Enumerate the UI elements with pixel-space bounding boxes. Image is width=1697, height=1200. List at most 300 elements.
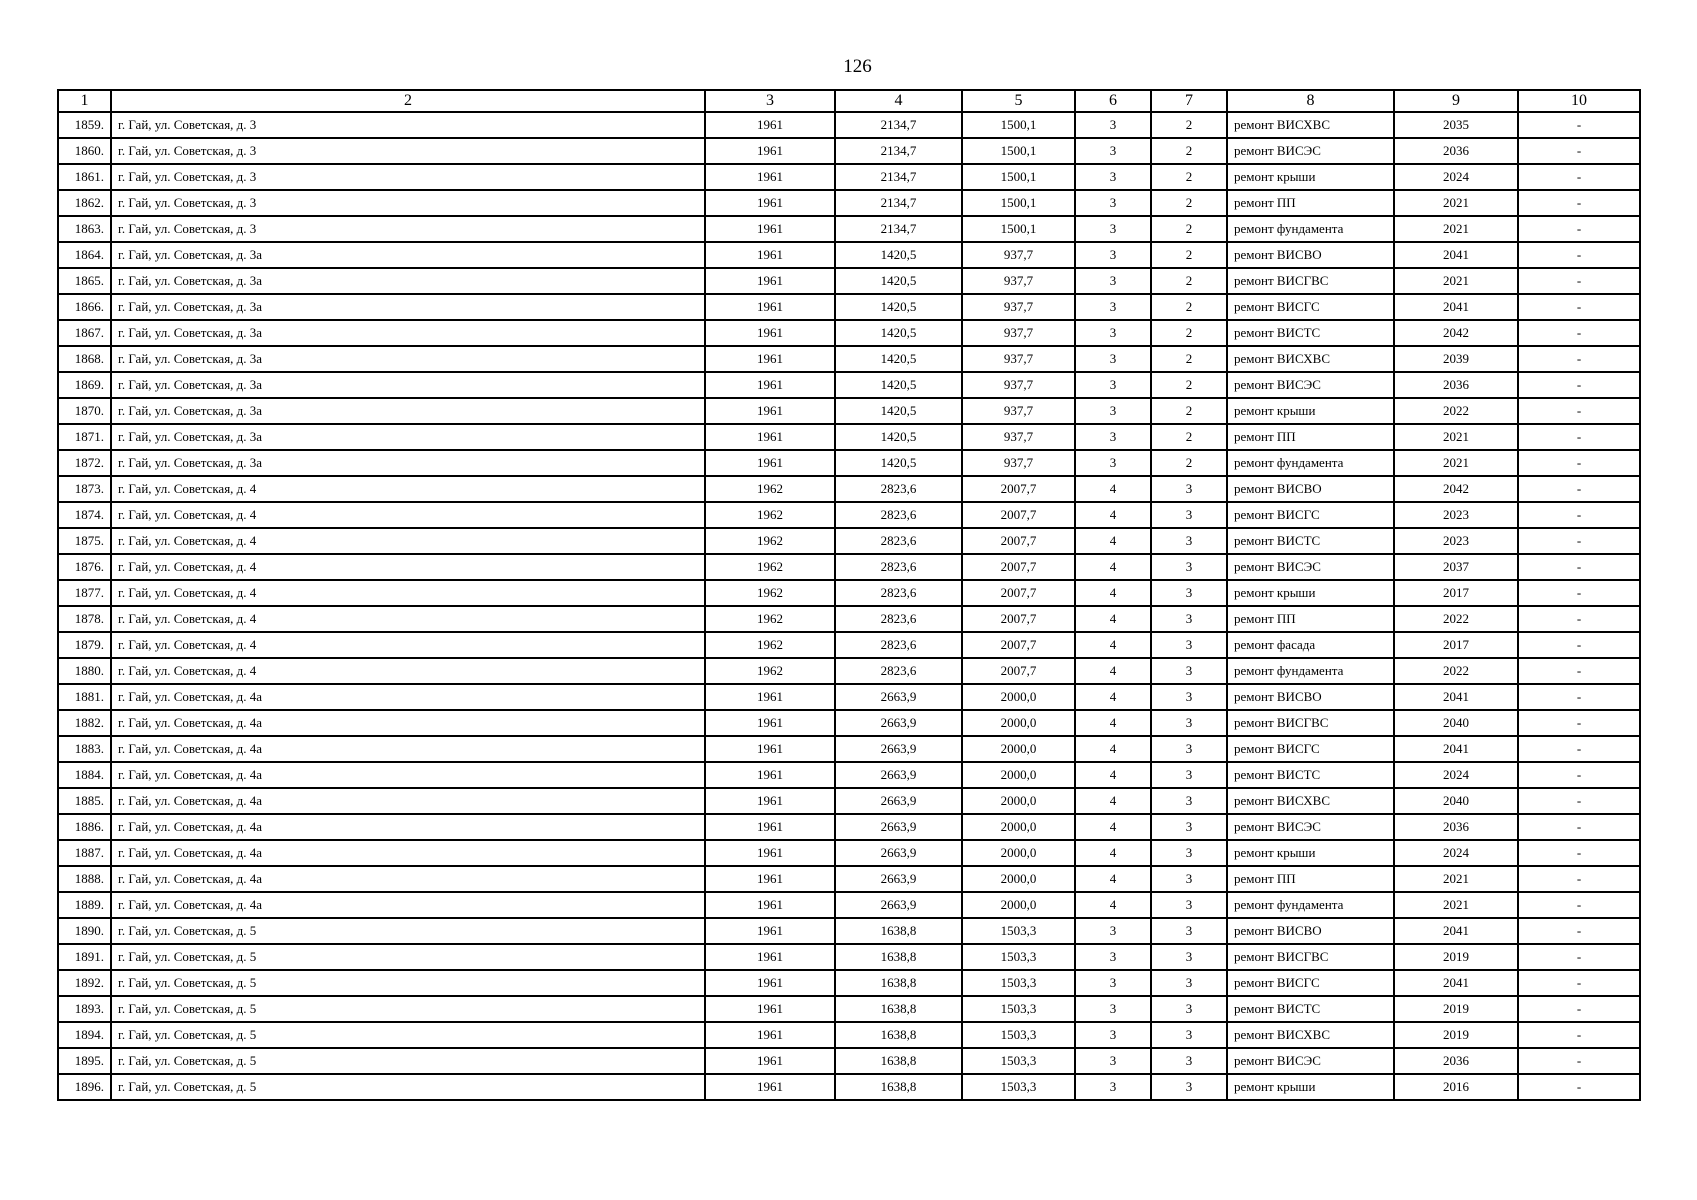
cell-total-area: 2823,6 (835, 476, 962, 502)
cell-entrances: 3 (1151, 1022, 1227, 1048)
cell-row-number: 1874. (58, 502, 111, 528)
cell-work-type: ремонт ВИСЭС (1227, 138, 1394, 164)
cell-total-area: 2663,9 (835, 762, 962, 788)
cell-row-number: 1881. (58, 684, 111, 710)
cell-living-area: 2000,0 (962, 840, 1075, 866)
cell-floors: 3 (1075, 1074, 1151, 1100)
cell-entrances: 2 (1151, 242, 1227, 268)
cell-row-number: 1862. (58, 190, 111, 216)
cell-year-built: 1961 (705, 1074, 835, 1100)
cell-row-number: 1885. (58, 788, 111, 814)
cell-year-built: 1961 (705, 320, 835, 346)
cell-total-area: 2823,6 (835, 658, 962, 684)
cell-planned-year: 2041 (1394, 242, 1518, 268)
cell-note: - (1518, 684, 1640, 710)
cell-work-type: ремонт ВИСГВС (1227, 710, 1394, 736)
table-row (58, 606, 1640, 632)
cell-work-type: ремонт ВИСХВС (1227, 788, 1394, 814)
cell-floors: 4 (1075, 476, 1151, 502)
cell-note: - (1518, 1074, 1640, 1100)
cell-total-area: 1638,8 (835, 970, 962, 996)
cell-work-type: ремонт фасада (1227, 632, 1394, 658)
cell-year-built: 1961 (705, 736, 835, 762)
cell-work-type: ремонт ПП (1227, 424, 1394, 450)
cell-year-built: 1962 (705, 476, 835, 502)
cell-note: - (1518, 866, 1640, 892)
cell-year-built: 1961 (705, 710, 835, 736)
column-header-5: 5 (962, 90, 1075, 112)
cell-note: - (1518, 658, 1640, 684)
table-row (58, 840, 1640, 866)
cell-planned-year: 2021 (1394, 424, 1518, 450)
cell-note: - (1518, 892, 1640, 918)
cell-note: - (1518, 1022, 1640, 1048)
cell-living-area: 2007,7 (962, 554, 1075, 580)
cell-floors: 3 (1075, 372, 1151, 398)
cell-row-number: 1873. (58, 476, 111, 502)
cell-floors: 4 (1075, 658, 1151, 684)
cell-work-type: ремонт ВИСВО (1227, 242, 1394, 268)
cell-living-area: 2000,0 (962, 788, 1075, 814)
cell-row-number: 1879. (58, 632, 111, 658)
cell-work-type: ремонт ВИСХВС (1227, 112, 1394, 138)
cell-address: г. Гай, ул. Советская, д. 4 (111, 580, 705, 606)
table-row (58, 554, 1640, 580)
cell-entrances: 3 (1151, 1048, 1227, 1074)
cell-year-built: 1961 (705, 866, 835, 892)
cell-total-area: 2823,6 (835, 606, 962, 632)
cell-note: - (1518, 580, 1640, 606)
cell-year-built: 1961 (705, 242, 835, 268)
table-row (58, 502, 1640, 528)
cell-row-number: 1888. (58, 866, 111, 892)
cell-planned-year: 2035 (1394, 112, 1518, 138)
cell-entrances: 3 (1151, 840, 1227, 866)
cell-row-number: 1860. (58, 138, 111, 164)
header-row (58, 90, 1640, 112)
cell-planned-year: 2041 (1394, 970, 1518, 996)
cell-row-number: 1870. (58, 398, 111, 424)
cell-address: г. Гай, ул. Советская, д. 5 (111, 1074, 705, 1100)
cell-floors: 4 (1075, 632, 1151, 658)
cell-floors: 4 (1075, 762, 1151, 788)
cell-planned-year: 2040 (1394, 710, 1518, 736)
table-row (58, 970, 1640, 996)
table-row (58, 710, 1640, 736)
cell-note: - (1518, 164, 1640, 190)
cell-entrances: 3 (1151, 554, 1227, 580)
cell-address: г. Гай, ул. Советская, д. 3а (111, 268, 705, 294)
cell-entrances: 3 (1151, 502, 1227, 528)
table-row (58, 424, 1640, 450)
cell-planned-year: 2041 (1394, 294, 1518, 320)
cell-work-type: ремонт крыши (1227, 840, 1394, 866)
cell-year-built: 1961 (705, 840, 835, 866)
cell-note: - (1518, 294, 1640, 320)
cell-planned-year: 2022 (1394, 658, 1518, 684)
cell-floors: 3 (1075, 346, 1151, 372)
cell-row-number: 1871. (58, 424, 111, 450)
cell-floors: 3 (1075, 268, 1151, 294)
table-row (58, 892, 1640, 918)
cell-living-area: 1503,3 (962, 996, 1075, 1022)
cell-floors: 4 (1075, 840, 1151, 866)
cell-total-area: 2663,9 (835, 866, 962, 892)
cell-note: - (1518, 554, 1640, 580)
cell-entrances: 3 (1151, 528, 1227, 554)
cell-year-built: 1961 (705, 112, 835, 138)
cell-living-area: 2000,0 (962, 684, 1075, 710)
column-header-8: 8 (1227, 90, 1394, 112)
cell-floors: 4 (1075, 788, 1151, 814)
cell-year-built: 1961 (705, 814, 835, 840)
cell-floors: 3 (1075, 216, 1151, 242)
cell-note: - (1518, 138, 1640, 164)
table-row (58, 866, 1640, 892)
cell-living-area: 1503,3 (962, 970, 1075, 996)
cell-living-area: 2007,7 (962, 476, 1075, 502)
cell-row-number: 1869. (58, 372, 111, 398)
cell-planned-year: 2022 (1394, 398, 1518, 424)
cell-address: г. Гай, ул. Советская, д. 3 (111, 216, 705, 242)
cell-entrances: 3 (1151, 866, 1227, 892)
cell-note: - (1518, 1048, 1640, 1074)
cell-total-area: 2823,6 (835, 502, 962, 528)
cell-total-area: 2663,9 (835, 840, 962, 866)
cell-year-built: 1961 (705, 424, 835, 450)
cell-address: г. Гай, ул. Советская, д. 5 (111, 996, 705, 1022)
table-row (58, 658, 1640, 684)
cell-living-area: 1500,1 (962, 216, 1075, 242)
cell-year-built: 1962 (705, 606, 835, 632)
cell-work-type: ремонт ВИСЭС (1227, 814, 1394, 840)
cell-planned-year: 2041 (1394, 918, 1518, 944)
cell-entrances: 2 (1151, 450, 1227, 476)
cell-living-area: 2007,7 (962, 658, 1075, 684)
cell-row-number: 1866. (58, 294, 111, 320)
cell-entrances: 2 (1151, 320, 1227, 346)
cell-planned-year: 2036 (1394, 1048, 1518, 1074)
cell-note: - (1518, 398, 1640, 424)
table-row (58, 450, 1640, 476)
cell-row-number: 1883. (58, 736, 111, 762)
cell-year-built: 1961 (705, 346, 835, 372)
cell-living-area: 2000,0 (962, 736, 1075, 762)
cell-row-number: 1867. (58, 320, 111, 346)
cell-work-type: ремонт ВИСХВС (1227, 346, 1394, 372)
cell-work-type: ремонт фундамента (1227, 450, 1394, 476)
cell-total-area: 2134,7 (835, 112, 962, 138)
cell-row-number: 1859. (58, 112, 111, 138)
cell-planned-year: 2036 (1394, 372, 1518, 398)
cell-row-number: 1887. (58, 840, 111, 866)
cell-row-number: 1882. (58, 710, 111, 736)
cell-row-number: 1889. (58, 892, 111, 918)
table-row (58, 762, 1640, 788)
table-row (58, 944, 1640, 970)
cell-work-type: ремонт ВИСТС (1227, 996, 1394, 1022)
cell-total-area: 2134,7 (835, 190, 962, 216)
cell-floors: 3 (1075, 294, 1151, 320)
cell-total-area: 2134,7 (835, 138, 962, 164)
cell-entrances: 2 (1151, 372, 1227, 398)
table-row (58, 398, 1640, 424)
cell-planned-year: 2036 (1394, 814, 1518, 840)
cell-row-number: 1880. (58, 658, 111, 684)
cell-address: г. Гай, ул. Советская, д. 4а (111, 866, 705, 892)
cell-work-type: ремонт ВИСГС (1227, 736, 1394, 762)
cell-floors: 4 (1075, 866, 1151, 892)
cell-address: г. Гай, ул. Советская, д. 4 (111, 476, 705, 502)
cell-entrances: 2 (1151, 112, 1227, 138)
cell-planned-year: 2040 (1394, 788, 1518, 814)
cell-row-number: 1894. (58, 1022, 111, 1048)
column-header-10: 10 (1518, 90, 1640, 112)
cell-note: - (1518, 918, 1640, 944)
cell-work-type: ремонт ВИСЭС (1227, 554, 1394, 580)
column-header-1: 1 (58, 90, 111, 112)
cell-address: г. Гай, ул. Советская, д. 3 (111, 138, 705, 164)
cell-living-area: 937,7 (962, 424, 1075, 450)
cell-note: - (1518, 840, 1640, 866)
cell-total-area: 1420,5 (835, 294, 962, 320)
cell-work-type: ремонт ВИСВО (1227, 476, 1394, 502)
cell-year-built: 1961 (705, 216, 835, 242)
cell-address: г. Гай, ул. Советская, д. 3а (111, 450, 705, 476)
cell-total-area: 1638,8 (835, 1048, 962, 1074)
cell-note: - (1518, 710, 1640, 736)
cell-total-area: 2663,9 (835, 710, 962, 736)
cell-living-area: 937,7 (962, 242, 1075, 268)
cell-floors: 4 (1075, 502, 1151, 528)
cell-total-area: 2663,9 (835, 736, 962, 762)
cell-address: г. Гай, ул. Советская, д. 4а (111, 684, 705, 710)
cell-total-area: 1420,5 (835, 346, 962, 372)
table-row (58, 242, 1640, 268)
cell-year-built: 1961 (705, 892, 835, 918)
cell-year-built: 1962 (705, 502, 835, 528)
cell-planned-year: 2037 (1394, 554, 1518, 580)
cell-living-area: 1503,3 (962, 944, 1075, 970)
cell-address: г. Гай, ул. Советская, д. 4 (111, 554, 705, 580)
cell-living-area: 1503,3 (962, 1074, 1075, 1100)
cell-total-area: 2823,6 (835, 580, 962, 606)
cell-row-number: 1893. (58, 996, 111, 1022)
cell-total-area: 2663,9 (835, 892, 962, 918)
cell-note: - (1518, 242, 1640, 268)
cell-note: - (1518, 346, 1640, 372)
cell-address: г. Гай, ул. Советская, д. 4 (111, 632, 705, 658)
cell-address: г. Гай, ул. Советская, д. 4а (111, 762, 705, 788)
cell-row-number: 1895. (58, 1048, 111, 1074)
cell-address: г. Гай, ул. Советская, д. 5 (111, 1048, 705, 1074)
table-row (58, 138, 1640, 164)
cell-living-area: 2007,7 (962, 606, 1075, 632)
cell-entrances: 2 (1151, 398, 1227, 424)
cell-planned-year: 2024 (1394, 840, 1518, 866)
cell-note: - (1518, 424, 1640, 450)
cell-note: - (1518, 476, 1640, 502)
cell-planned-year: 2016 (1394, 1074, 1518, 1100)
cell-address: г. Гай, ул. Советская, д. 3а (111, 346, 705, 372)
column-header-2: 2 (111, 90, 705, 112)
cell-entrances: 2 (1151, 268, 1227, 294)
cell-planned-year: 2021 (1394, 450, 1518, 476)
cell-floors: 3 (1075, 1022, 1151, 1048)
cell-floors: 4 (1075, 710, 1151, 736)
cell-year-built: 1962 (705, 580, 835, 606)
cell-address: г. Гай, ул. Советская, д. 3а (111, 320, 705, 346)
cell-entrances: 2 (1151, 346, 1227, 372)
cell-row-number: 1884. (58, 762, 111, 788)
cell-row-number: 1864. (58, 242, 111, 268)
column-header-4: 4 (835, 90, 962, 112)
cell-row-number: 1861. (58, 164, 111, 190)
cell-living-area: 2007,7 (962, 580, 1075, 606)
cell-note: - (1518, 996, 1640, 1022)
cell-floors: 3 (1075, 242, 1151, 268)
cell-year-built: 1962 (705, 658, 835, 684)
cell-living-area: 1500,1 (962, 190, 1075, 216)
cell-floors: 3 (1075, 944, 1151, 970)
cell-total-area: 1638,8 (835, 1022, 962, 1048)
cell-address: г. Гай, ул. Советская, д. 5 (111, 944, 705, 970)
table-body (58, 112, 1640, 1100)
cell-total-area: 1638,8 (835, 1074, 962, 1100)
table-header (58, 90, 1640, 112)
cell-address: г. Гай, ул. Советская, д. 3а (111, 294, 705, 320)
cell-note: - (1518, 450, 1640, 476)
cell-row-number: 1886. (58, 814, 111, 840)
cell-entrances: 2 (1151, 138, 1227, 164)
cell-address: г. Гай, ул. Советская, д. 4 (111, 528, 705, 554)
cell-note: - (1518, 320, 1640, 346)
cell-floors: 4 (1075, 528, 1151, 554)
cell-floors: 4 (1075, 814, 1151, 840)
cell-planned-year: 2021 (1394, 216, 1518, 242)
cell-living-area: 937,7 (962, 268, 1075, 294)
table-row (58, 190, 1640, 216)
cell-year-built: 1961 (705, 918, 835, 944)
cell-entrances: 3 (1151, 606, 1227, 632)
cell-work-type: ремонт ПП (1227, 606, 1394, 632)
cell-planned-year: 2039 (1394, 346, 1518, 372)
cell-entrances: 3 (1151, 476, 1227, 502)
cell-address: г. Гай, ул. Советская, д. 4 (111, 606, 705, 632)
cell-work-type: ремонт фундамента (1227, 892, 1394, 918)
table-row (58, 216, 1640, 242)
cell-note: - (1518, 112, 1640, 138)
cell-note: - (1518, 502, 1640, 528)
data-table (57, 89, 1641, 1101)
cell-row-number: 1875. (58, 528, 111, 554)
table-row (58, 996, 1640, 1022)
cell-living-area: 937,7 (962, 346, 1075, 372)
cell-entrances: 3 (1151, 944, 1227, 970)
cell-year-built: 1961 (705, 1022, 835, 1048)
column-header-9: 9 (1394, 90, 1518, 112)
cell-note: - (1518, 372, 1640, 398)
cell-living-area: 2007,7 (962, 502, 1075, 528)
cell-total-area: 1638,8 (835, 944, 962, 970)
cell-work-type: ремонт ВИСЭС (1227, 372, 1394, 398)
cell-work-type: ремонт ВИСТС (1227, 762, 1394, 788)
cell-address: г. Гай, ул. Советская, д. 4 (111, 658, 705, 684)
cell-year-built: 1961 (705, 684, 835, 710)
cell-address: г. Гай, ул. Советская, д. 4а (111, 736, 705, 762)
cell-year-built: 1961 (705, 164, 835, 190)
cell-planned-year: 2017 (1394, 632, 1518, 658)
cell-note: - (1518, 814, 1640, 840)
cell-address: г. Гай, ул. Советская, д. 3 (111, 112, 705, 138)
cell-row-number: 1892. (58, 970, 111, 996)
cell-planned-year: 2042 (1394, 320, 1518, 346)
cell-note: - (1518, 762, 1640, 788)
cell-floors: 4 (1075, 554, 1151, 580)
cell-year-built: 1961 (705, 1048, 835, 1074)
cell-entrances: 3 (1151, 996, 1227, 1022)
cell-address: г. Гай, ул. Советская, д. 3а (111, 242, 705, 268)
cell-address: г. Гай, ул. Советская, д. 3 (111, 164, 705, 190)
table-row (58, 528, 1640, 554)
cell-total-area: 1420,5 (835, 320, 962, 346)
column-header-3: 3 (705, 90, 835, 112)
cell-work-type: ремонт ВИСВО (1227, 684, 1394, 710)
table-row (58, 1074, 1640, 1100)
cell-work-type: ремонт ВИСГВС (1227, 268, 1394, 294)
cell-living-area: 1500,1 (962, 112, 1075, 138)
cell-living-area: 2000,0 (962, 814, 1075, 840)
cell-note: - (1518, 736, 1640, 762)
cell-note: - (1518, 268, 1640, 294)
cell-note: - (1518, 944, 1640, 970)
cell-planned-year: 2023 (1394, 528, 1518, 554)
cell-year-built: 1961 (705, 944, 835, 970)
cell-living-area: 1503,3 (962, 1022, 1075, 1048)
cell-row-number: 1890. (58, 918, 111, 944)
cell-total-area: 2823,6 (835, 632, 962, 658)
cell-work-type: ремонт крыши (1227, 580, 1394, 606)
cell-note: - (1518, 606, 1640, 632)
cell-row-number: 1868. (58, 346, 111, 372)
table-row (58, 346, 1640, 372)
cell-address: г. Гай, ул. Советская, д. 3а (111, 424, 705, 450)
cell-entrances: 3 (1151, 970, 1227, 996)
cell-work-type: ремонт ВИСГВС (1227, 944, 1394, 970)
table-row (58, 268, 1640, 294)
cell-year-built: 1961 (705, 372, 835, 398)
cell-total-area: 2663,9 (835, 788, 962, 814)
cell-planned-year: 2024 (1394, 762, 1518, 788)
cell-work-type: ремонт ВИСЭС (1227, 1048, 1394, 1074)
cell-row-number: 1865. (58, 268, 111, 294)
cell-living-area: 1503,3 (962, 918, 1075, 944)
cell-work-type: ремонт ВИСГС (1227, 970, 1394, 996)
cell-work-type: ремонт ВИСГС (1227, 294, 1394, 320)
cell-planned-year: 2021 (1394, 190, 1518, 216)
table-row (58, 814, 1640, 840)
cell-living-area: 937,7 (962, 398, 1075, 424)
cell-floors: 3 (1075, 138, 1151, 164)
cell-note: - (1518, 970, 1640, 996)
cell-planned-year: 2019 (1394, 996, 1518, 1022)
cell-total-area: 1420,5 (835, 398, 962, 424)
cell-floors: 3 (1075, 320, 1151, 346)
cell-year-built: 1961 (705, 970, 835, 996)
table-row (58, 476, 1640, 502)
cell-floors: 3 (1075, 970, 1151, 996)
cell-planned-year: 2036 (1394, 138, 1518, 164)
